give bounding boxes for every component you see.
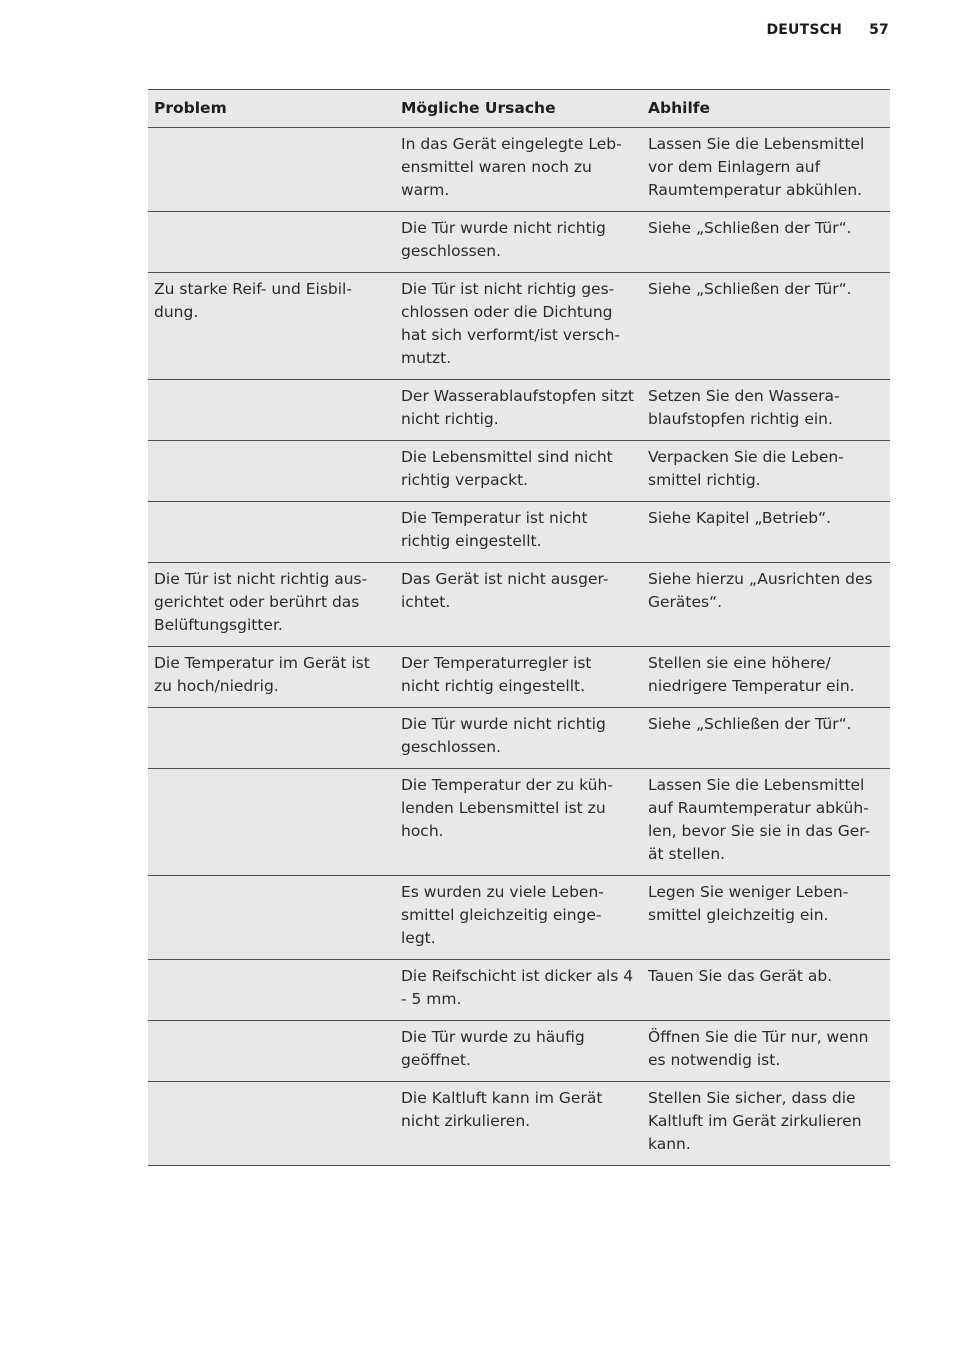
- cell-remedy: Setzen Sie den Wassera-blaufstopfen richtig ein.: [642, 380, 890, 441]
- cell-problem: Die Temperatur im Gerät ist zu hoch/niedrig.: [148, 647, 395, 708]
- cell-problem: [148, 1021, 395, 1082]
- cell-remedy: Öffnen Sie die Tür nur, wenn es notwendig ist.: [642, 1021, 890, 1082]
- cell-problem: [148, 502, 395, 563]
- cell-cause: Es wurden zu viele Leben-smittel gleichzeitig einge-legt.: [395, 876, 642, 960]
- page-number: 57: [869, 22, 889, 38]
- cell-remedy: Lassen Sie die Lebensmittel vor dem Einlagern auf Raumtemperatur abkühlen.: [642, 128, 890, 212]
- troubleshooting-table: [148, 89, 890, 1166]
- column-header-remedy: Abhilfe: [642, 90, 890, 128]
- cell-problem: [148, 708, 395, 769]
- cell-problem: Zu starke Reif- und Eisbil-dung.: [148, 273, 395, 380]
- cell-cause: Die Reifschicht ist dicker als 4 - 5 mm.: [395, 960, 642, 1021]
- cell-cause: Die Tür wurde nicht richtig geschlossen.: [395, 708, 642, 769]
- cell-remedy: Siehe „Schließen der Tür“.: [642, 212, 890, 273]
- table-body: [148, 128, 890, 1166]
- cell-problem: [148, 876, 395, 960]
- cell-cause: Der Temperaturregler ist nicht richtig eingestellt.: [395, 647, 642, 708]
- cell-remedy: Tauen Sie das Gerät ab.: [642, 960, 890, 1021]
- cell-remedy: Siehe Kapitel „Betrieb“.: [642, 502, 890, 563]
- cell-problem: [148, 380, 395, 441]
- table-row: [148, 1082, 890, 1166]
- table-row: [148, 769, 890, 876]
- cell-problem: [148, 128, 395, 212]
- cell-remedy: Siehe „Schließen der Tür“.: [642, 708, 890, 769]
- column-header-cause: Mögliche Ursache: [395, 90, 642, 128]
- cell-problem: [148, 960, 395, 1021]
- table-row: [148, 960, 890, 1021]
- cell-problem: [148, 212, 395, 273]
- cell-cause: Der Wasserablaufstopfen sitzt nicht richtig.: [395, 380, 642, 441]
- cell-cause: Die Tür wurde zu häufig geöffnet.: [395, 1021, 642, 1082]
- cell-remedy: Stellen Sie sicher, dass die Kaltluft im Gerät zirkulieren kann.: [642, 1082, 890, 1166]
- table-row: [148, 1021, 890, 1082]
- cell-remedy: Siehe „Schließen der Tür“.: [642, 273, 890, 380]
- cell-problem: [148, 441, 395, 502]
- cell-remedy: Stellen sie eine höhere/ niedrigere Temperatur ein.: [642, 647, 890, 708]
- cell-problem: Die Tür ist nicht richtig aus-gerichtet oder berührt das Belüftungsgitter.: [148, 563, 395, 647]
- table-row: [148, 563, 890, 647]
- table-row: [148, 380, 890, 441]
- column-header-problem: Problem: [148, 90, 395, 128]
- table-row: [148, 273, 890, 380]
- language-label: DEUTSCH: [766, 22, 843, 38]
- cell-cause: Die Tür ist nicht richtig ges-chlossen oder die Dichtung hat sich verformt/ist versch-mutzt.: [395, 273, 642, 380]
- cell-remedy: Legen Sie weniger Leben-smittel gleichzeitig ein.: [642, 876, 890, 960]
- cell-cause: Die Lebensmittel sind nicht richtig verpackt.: [395, 441, 642, 502]
- cell-problem: [148, 1082, 395, 1166]
- cell-cause: Die Temperatur ist nicht richtig eingestellt.: [395, 502, 642, 563]
- table-row: [148, 128, 890, 212]
- table-header-row: [148, 90, 890, 128]
- table-row: [148, 647, 890, 708]
- table-row: [148, 502, 890, 563]
- cell-remedy: Lassen Sie die Lebensmittel auf Raumtemperatur abküh-len, bevor Sie sie in das Ger-ät stellen.: [642, 769, 890, 876]
- cell-cause: Die Temperatur der zu küh-lenden Lebensmittel ist zu hoch.: [395, 769, 642, 876]
- cell-problem: [148, 769, 395, 876]
- cell-cause: Die Kaltluft kann im Gerät nicht zirkulieren.: [395, 1082, 642, 1166]
- table-row: [148, 212, 890, 273]
- table-row: [148, 876, 890, 960]
- cell-remedy: Siehe hierzu „Ausrichten des Gerätes“.: [642, 563, 890, 647]
- table-row: [148, 441, 890, 502]
- page-header: [766, 22, 889, 38]
- table-row: [148, 708, 890, 769]
- cell-remedy: Verpacken Sie die Leben-smittel richtig.: [642, 441, 890, 502]
- cell-cause: Das Gerät ist nicht ausger-ichtet.: [395, 563, 642, 647]
- cell-cause: Die Tür wurde nicht richtig geschlossen.: [395, 212, 642, 273]
- cell-cause: In das Gerät eingelegte Leb-ensmittel waren noch zu warm.: [395, 128, 642, 212]
